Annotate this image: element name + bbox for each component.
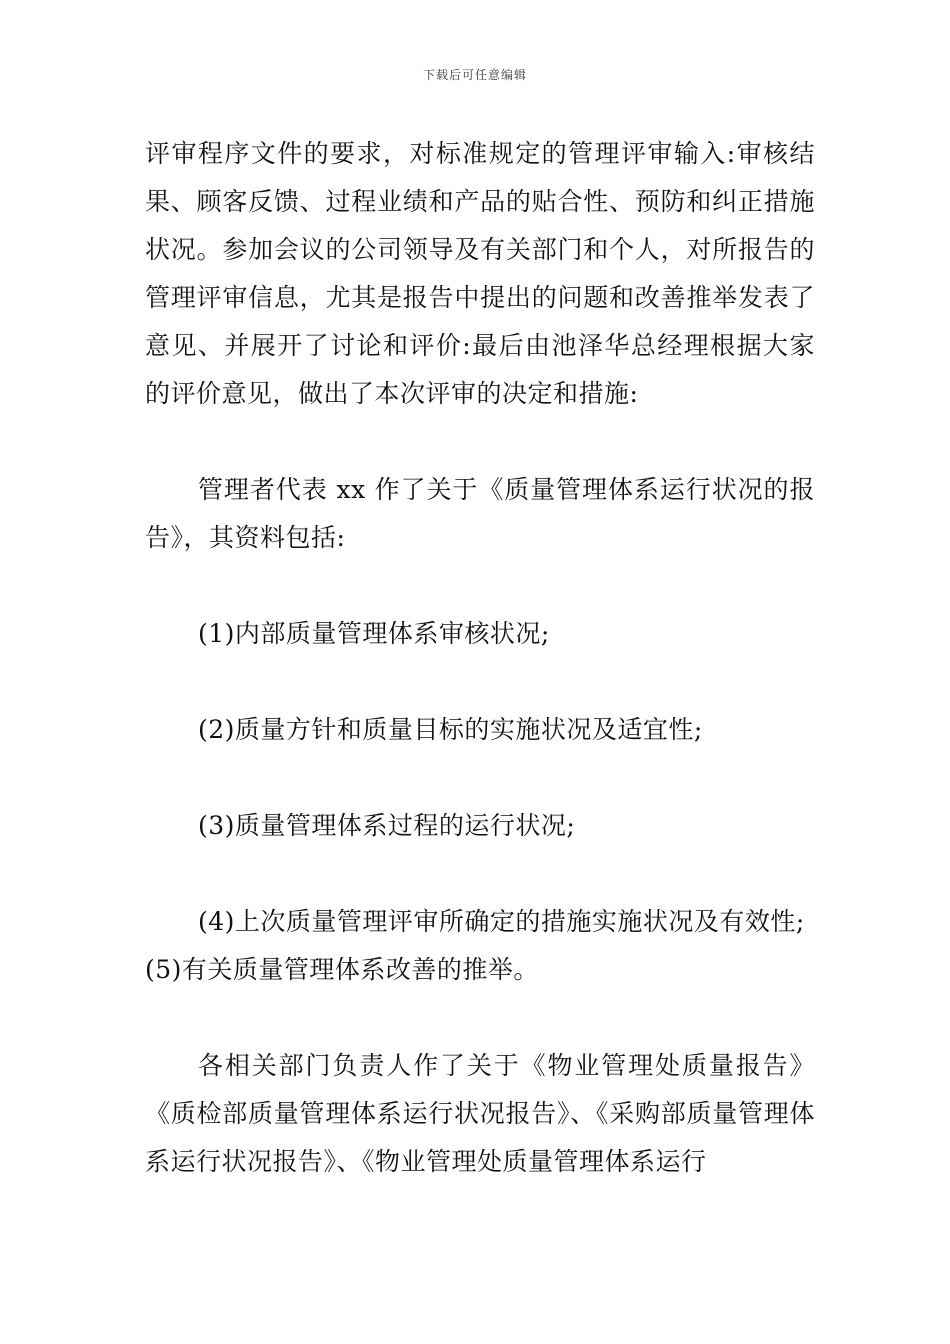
- list-item-2: (2)质量方针和质量目标的实施状况及适宜性;: [198, 715, 703, 744]
- list-item-4: (4)上次质量管理评审所确定的措施实施状况及有效性;: [198, 907, 805, 936]
- list-item-1: (1)内部质量管理体系审核状况;: [198, 619, 550, 648]
- list-item-5: (5)有关质量管理体系改善的推举。: [145, 955, 539, 984]
- document-body: [145, 130, 815, 1186]
- list-item-3: (3)质量管理体系过程的运行状况;: [198, 811, 576, 840]
- paragraph-department-reports: 各相关部门负责人作了关于《物业管理处质量报告》《质检部质量管理体系运行状况报告》、《采购部质量管理体系运行状况报告》、《物业管理处质量管理体系运行: [145, 1051, 815, 1176]
- paragraph-management-report: 管理者代表 xx 作了关于《质量管理体系运行状况的报告》，其资料包括:: [145, 475, 815, 552]
- header-note: 下载后可任意编辑: [422, 68, 527, 82]
- paragraph-review-summary: 评审程序文件的要求，对标准规定的管理评审输入:审核结果、顾客反馈、过程业绩和产品的贴合性、预防和纠正措施状况。参加会议的公司领导及有关部门和个人，对所报告的管理评审信息，尤其是报告中提出的问题和改善推举发表了意见、并展开了讨论和评价:最后由池泽华总经理根据大家的评价意见，做出了本次评审的决定和措施:: [145, 139, 815, 408]
